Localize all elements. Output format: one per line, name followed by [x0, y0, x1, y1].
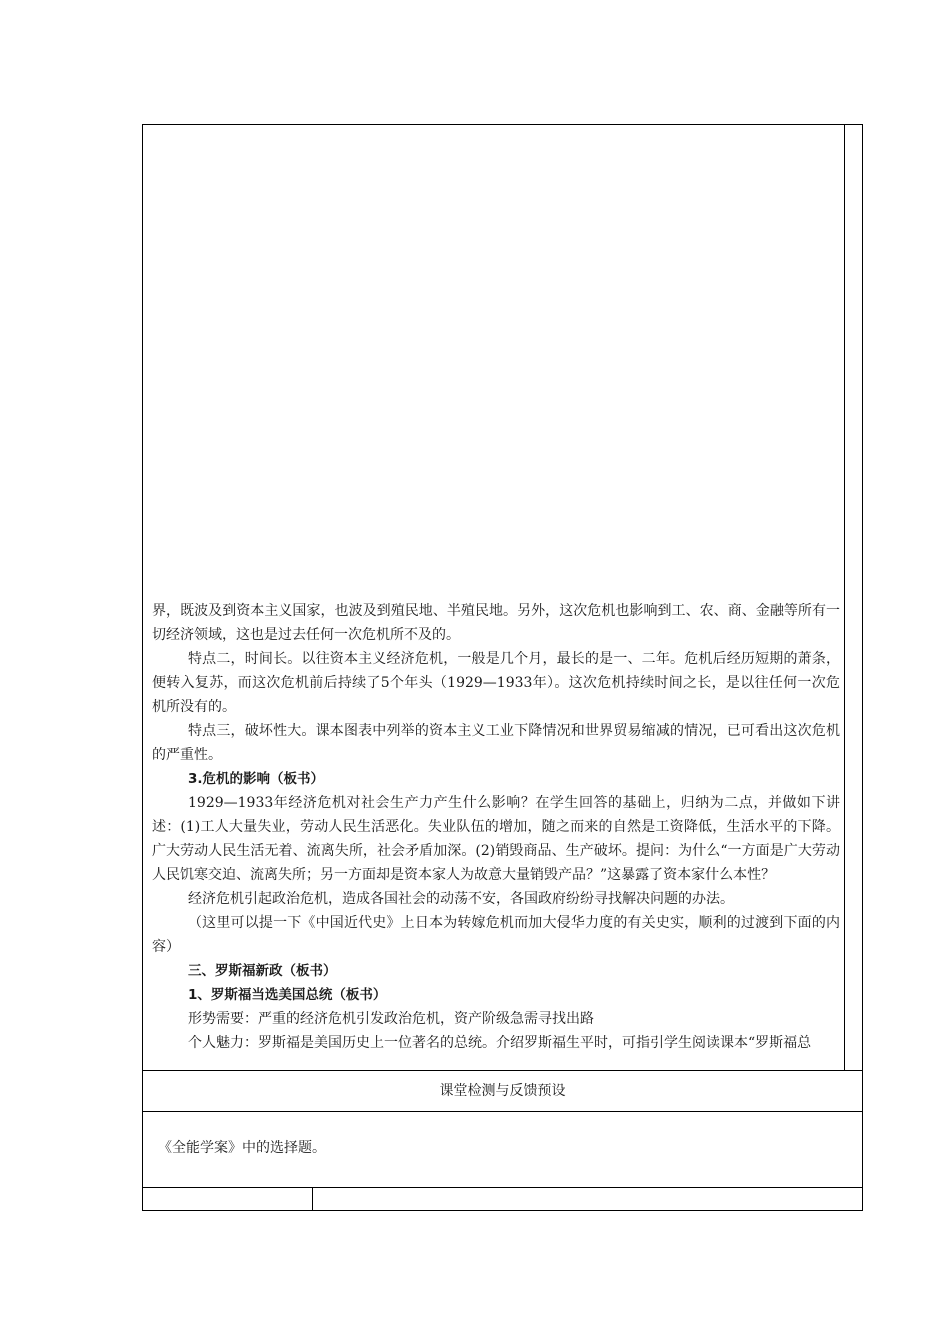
- paragraph: 特点二，时间长。以往资本主义经济危机，一般是几个月，最长的是一、二年。危机后经历短期的萧条，便转入复苏，而这次危机前后持续了5个年头（1929—1933年）。这次危机持续时间之长，是以往任何一次危机所没有的。: [152, 651, 840, 715]
- section-heading: 3.危机的影响（板书）: [188, 771, 325, 787]
- section-heading: 三、罗斯福新政（板书）: [188, 963, 337, 979]
- lesson-body: [152, 599, 840, 1055]
- paragraph: 个人魅力：罗斯福是美国历史上一位著名的总统。介绍罗斯福生平时，可指引学生阅读课本“罗斯福总: [188, 1035, 812, 1051]
- table-right-column-divider: [844, 124, 845, 1070]
- section-heading: 1、罗斯福当选美国总统（板书）: [188, 987, 387, 1003]
- paragraph: 界，既波及到资本主义国家，也波及到殖民地、半殖民地。另外，这次危机也影响到工、农、商、金融等所有一切经济领域，这也是过去任何一次危机所不及的。: [152, 603, 840, 643]
- check-section-title: 课堂检测与反馈预设: [439, 1083, 566, 1099]
- paragraph: 经济危机引起政治危机，造成各国社会的动荡不安，各国政府纷纷寻找解决问题的办法。: [188, 891, 734, 907]
- table-row-divider: [142, 1111, 863, 1112]
- paragraph: 特点三，破坏性大。课本图表中列举的资本主义工业下降情况和世界贸易缩减的情况，已可看出这次危机的严重性。: [152, 723, 840, 763]
- paragraph: 1929—1933年经济危机对社会生产力产生什么影响？在学生回答的基础上，归纳为二点，并做如下讲述：(1)工人大量失业，劳动人民生活恶化。失业队伍的增加，随之而来的自然是工资降低，生活水平的下降。广大劳动人民生活无着、流离失所，社会矛盾加深。(2)销毁商品、生产破坏。提问：为什么“一方面是广大劳动人民饥寒交迫、流离失所；另一方面却是资本家人为故意大量销毁产品？”这暴露了资本家什么本性？: [152, 795, 840, 883]
- check-content: 《全能学案》中的选择题。: [158, 1140, 326, 1156]
- paragraph: （这里可以提一下《中国近代史》上日本为转嫁危机而加大侵华力度的有关史实，顺利的过渡到下面的内容）: [152, 915, 840, 955]
- paragraph: 形势需要：严重的经济危机引发政治危机，资产阶级急需寻找出路: [188, 1011, 594, 1027]
- table-row-divider: [142, 1187, 863, 1188]
- table-footer-cell-divider: [312, 1187, 313, 1211]
